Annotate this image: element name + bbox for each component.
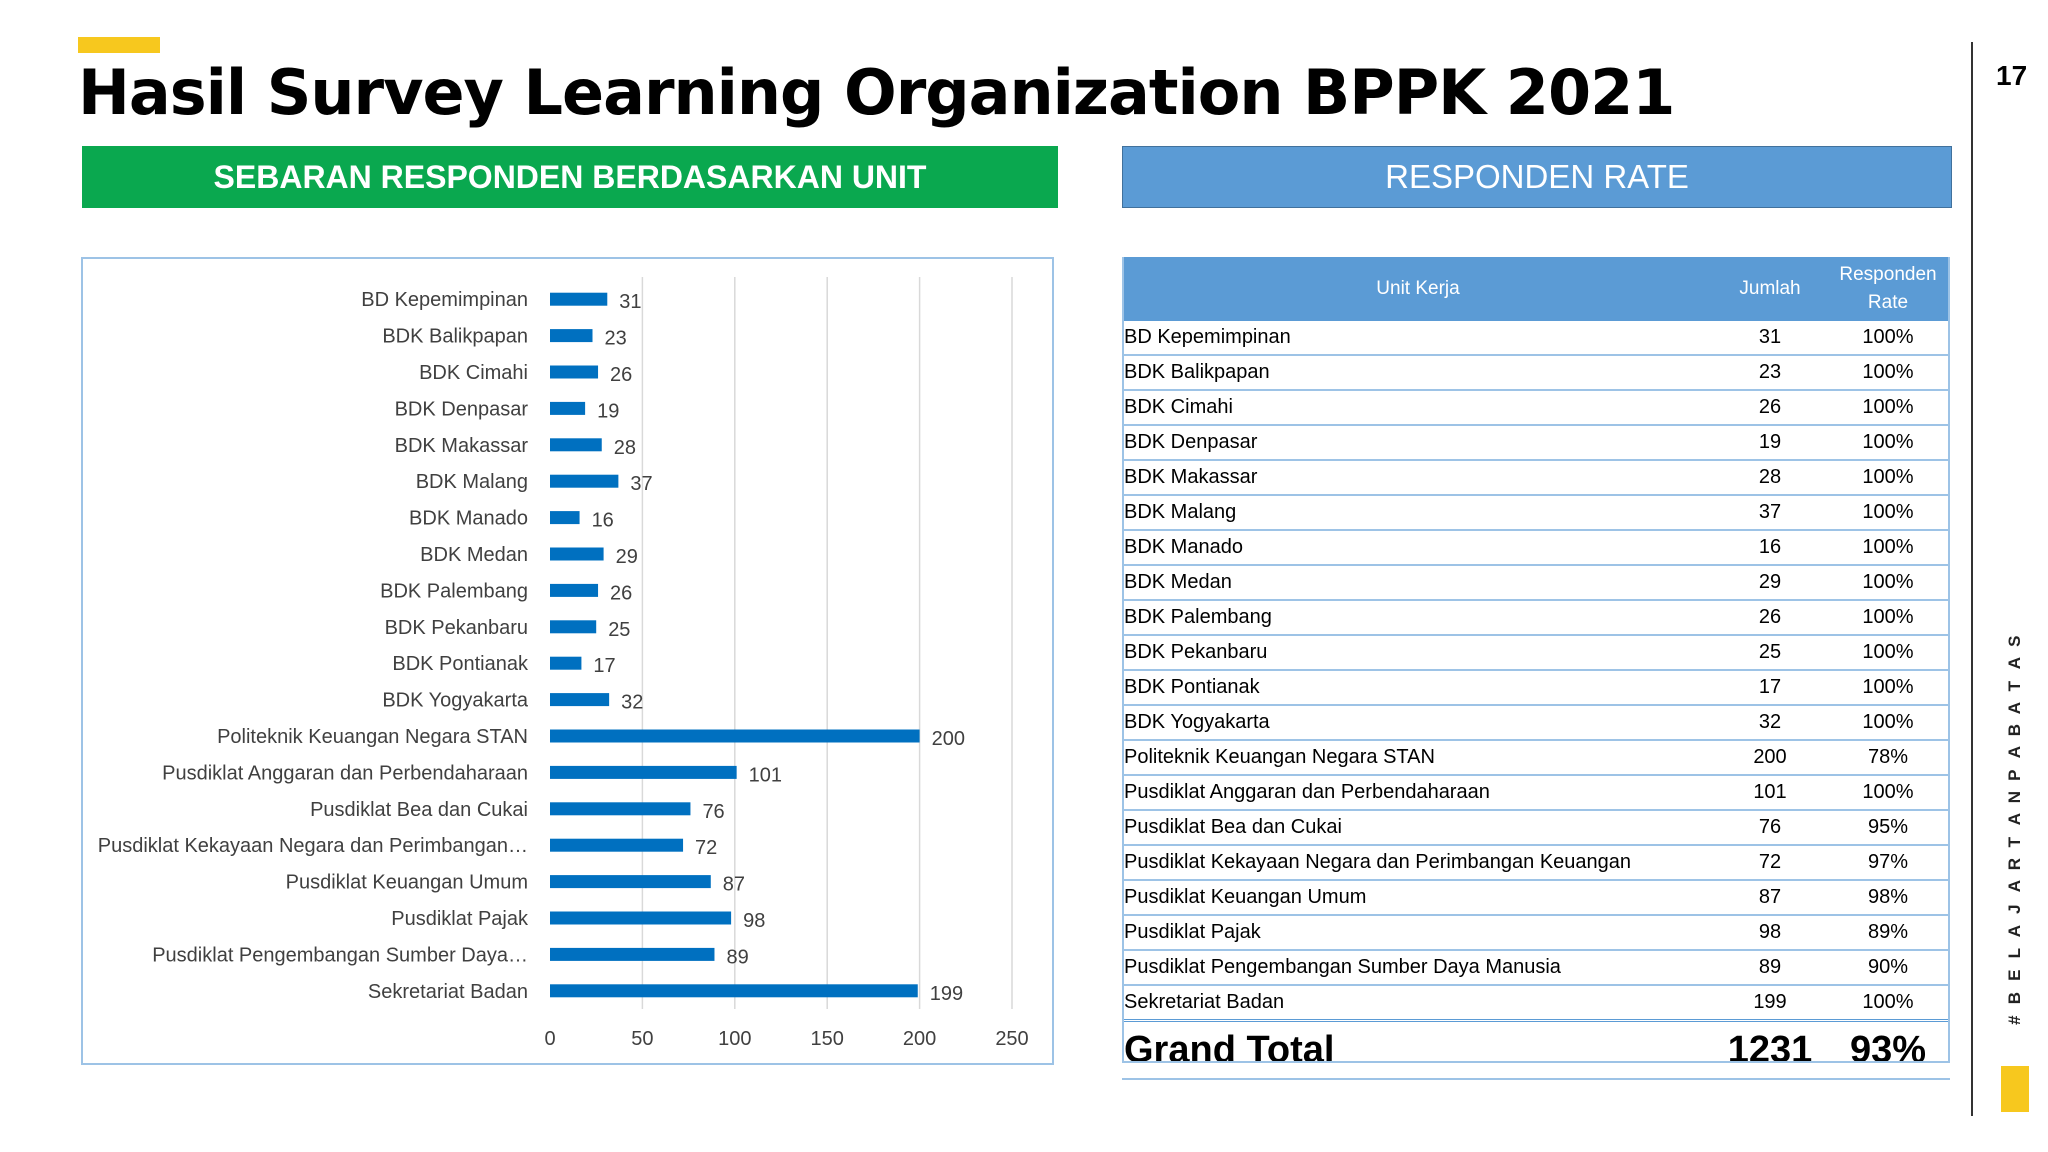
bar	[550, 948, 714, 961]
x-tick-label: 200	[902, 1028, 937, 1050]
x-tick-label: 250	[995, 1028, 1029, 1050]
cell-jumlah: 25	[1714, 635, 1826, 670]
cell-jumlah: 29	[1714, 565, 1826, 600]
data-label: 32	[621, 691, 644, 714]
data-label: 26	[610, 364, 633, 386]
data-label: 72	[695, 837, 718, 860]
cell-rate: 98%	[1826, 880, 1950, 915]
vertical-divider	[1971, 42, 1973, 1116]
x-tick-label: 50	[631, 1028, 654, 1050]
cell-jumlah: 98	[1714, 915, 1826, 950]
bar	[550, 875, 711, 888]
cell-jumlah: 72	[1714, 845, 1826, 880]
cell-jumlah: 23	[1714, 355, 1826, 390]
cell-rate: 100%	[1826, 425, 1950, 460]
cell-jumlah: 26	[1714, 600, 1826, 635]
table-row	[1122, 321, 1950, 355]
table-row	[1122, 740, 1950, 775]
category-label: Pusdiklat Pengembangan Sumber Daya…	[152, 944, 528, 967]
table-row	[1122, 705, 1950, 740]
category-label: BDK Medan	[420, 544, 528, 566]
cell-rate: 100%	[1826, 670, 1950, 705]
cell-jumlah: 199	[1714, 985, 1826, 1021]
cell-rate: 100%	[1826, 775, 1950, 810]
cell-unit: Pusdiklat Kekayaan Negara dan Perimbangan Keuangan	[1122, 845, 1714, 880]
table-row	[1122, 355, 1950, 390]
table-row	[1122, 530, 1950, 565]
cell-jumlah: 89	[1714, 950, 1826, 985]
cell-unit: BDK Denpasar	[1122, 425, 1714, 460]
bar-chart	[83, 259, 1052, 1063]
category-label: BDK Denpasar	[394, 398, 528, 421]
accent-bar	[78, 37, 160, 53]
cell-jumlah: 200	[1714, 740, 1826, 775]
grand-total-row	[1122, 1021, 1950, 1080]
category-label: Pusdiklat Keuangan Umum	[285, 871, 528, 894]
data-label: 98	[743, 910, 766, 932]
data-label: 101	[748, 764, 783, 787]
bar	[550, 730, 920, 743]
bar	[550, 511, 580, 524]
data-label: 25	[608, 618, 631, 641]
cell-jumlah: 16	[1714, 530, 1826, 565]
category-label: Pusdiklat Anggaran dan Perbendaharaan	[162, 762, 528, 785]
category-label: BDK Malang	[415, 471, 528, 494]
bar	[550, 329, 593, 342]
cell-unit: BDK Pontianak	[1122, 670, 1714, 705]
bar	[550, 438, 602, 451]
cell-rate: 100%	[1826, 985, 1950, 1021]
data-label: 89	[726, 946, 749, 969]
data-label: 29	[615, 546, 638, 568]
grand-total-rate: 93%	[1826, 1021, 1950, 1080]
bar	[550, 475, 618, 488]
bar	[550, 912, 731, 925]
cell-unit: BDK Malang	[1122, 495, 1714, 530]
table-row	[1122, 670, 1950, 705]
cell-rate: 100%	[1826, 530, 1950, 565]
table-row	[1122, 635, 1950, 670]
responden-rate-table-wrap	[1122, 257, 1950, 1080]
cell-unit: BDK Palembang	[1122, 600, 1714, 635]
table-header-row	[1122, 257, 1950, 321]
cell-jumlah: 26	[1714, 390, 1826, 425]
cell-rate: 100%	[1826, 635, 1950, 670]
data-label: 31	[619, 291, 642, 314]
category-label: Pusdiklat Pajak	[391, 908, 528, 930]
data-label: 200	[931, 728, 965, 750]
bar	[550, 584, 598, 597]
cell-rate: 100%	[1826, 565, 1950, 600]
cell-jumlah: 87	[1714, 880, 1826, 915]
data-label: 199	[929, 982, 964, 1005]
tagline: S A T A B A P N A T R A J A L E B #	[2004, 635, 2024, 1025]
col-header-rate: Responden Rate	[1826, 257, 1950, 321]
data-label: 26	[610, 582, 633, 605]
bar	[550, 657, 581, 670]
category-label: Politeknik Keuangan Negara STAN	[217, 726, 528, 748]
data-label: 17	[593, 655, 616, 678]
cell-jumlah: 32	[1714, 705, 1826, 740]
cell-jumlah: 101	[1714, 775, 1826, 810]
cell-unit: BDK Makassar	[1122, 460, 1714, 495]
cell-rate: 100%	[1826, 705, 1950, 740]
grand-total-label: Grand Total	[1122, 1021, 1714, 1080]
cell-unit: Politeknik Keuangan Negara STAN	[1122, 740, 1714, 775]
table-row	[1122, 600, 1950, 635]
cell-rate: 100%	[1826, 495, 1950, 530]
data-label: 76	[702, 800, 725, 823]
cell-unit: Sekretariat Badan	[1122, 985, 1714, 1021]
bar	[550, 984, 918, 997]
responden-rate-table	[1122, 257, 1950, 1080]
table-row	[1122, 390, 1950, 425]
table-row	[1122, 845, 1950, 880]
category-label: BDK Manado	[409, 507, 528, 530]
page-number: 17	[1996, 60, 2028, 91]
page-title: Hasil Survey Learning Organization BPPK 2021	[78, 56, 1675, 129]
cell-unit: BDK Balikpapan	[1122, 355, 1714, 390]
cell-unit: BDK Pekanbaru	[1122, 635, 1714, 670]
category-label: BDK Yogyakarta	[382, 689, 528, 712]
table-row	[1122, 565, 1950, 600]
cell-rate: 100%	[1826, 600, 1950, 635]
left-panel-header: SEBARAN RESPONDEN BERDASARKAN UNIT	[82, 146, 1058, 208]
cell-rate: 90%	[1826, 950, 1950, 985]
cell-jumlah: 17	[1714, 670, 1826, 705]
data-label: 23	[604, 327, 627, 350]
bar	[550, 693, 609, 706]
cell-rate: 89%	[1826, 915, 1950, 950]
col-header-unit: Unit Kerja	[1122, 257, 1714, 321]
table-row	[1122, 950, 1950, 985]
table-body	[1122, 321, 1950, 1079]
table-row	[1122, 495, 1950, 530]
bar	[550, 620, 596, 633]
cell-rate: 78%	[1826, 740, 1950, 775]
x-tick-label: 150	[810, 1028, 844, 1050]
cell-unit: Pusdiklat Bea dan Cukai	[1122, 810, 1714, 845]
cell-jumlah: 37	[1714, 495, 1826, 530]
bar	[550, 839, 683, 852]
category-label: BDK Balikpapan	[382, 325, 528, 348]
category-label: BDK Makassar	[394, 434, 528, 457]
cell-unit: BDK Medan	[1122, 565, 1714, 600]
cell-unit: BDK Manado	[1122, 530, 1714, 565]
cell-unit: BD Kepemimpinan	[1122, 321, 1714, 355]
category-label: BDK Palembang	[380, 580, 528, 603]
bar-chart-panel	[81, 257, 1054, 1065]
table-row	[1122, 460, 1950, 495]
category-label: BD Kepemimpinan	[361, 289, 528, 312]
cell-unit: BDK Cimahi	[1122, 390, 1714, 425]
cell-rate: 100%	[1826, 390, 1950, 425]
x-tick-label: 0	[544, 1028, 556, 1050]
category-label: BDK Cimahi	[419, 362, 528, 384]
table-row	[1122, 985, 1950, 1021]
cell-jumlah: 31	[1714, 321, 1826, 355]
bar	[550, 766, 737, 779]
cell-rate: 100%	[1826, 460, 1950, 495]
right-panel-header: RESPONDEN RATE	[1122, 146, 1952, 208]
cell-unit: BDK Yogyakarta	[1122, 705, 1714, 740]
data-label: 87	[722, 873, 746, 896]
table-row	[1122, 810, 1950, 845]
bar	[550, 548, 604, 561]
cell-rate: 100%	[1826, 321, 1950, 355]
cell-jumlah: 19	[1714, 425, 1826, 460]
data-label: 37	[630, 473, 653, 496]
cell-unit: Pusdiklat Pengembangan Sumber Daya Manusia	[1122, 950, 1714, 985]
table-row	[1122, 915, 1950, 950]
x-tick-label: 100	[718, 1028, 752, 1050]
category-label: Pusdiklat Bea dan Cukai	[310, 798, 528, 821]
bar	[550, 366, 598, 379]
category-label: BDK Pontianak	[392, 653, 528, 676]
cell-rate: 100%	[1826, 355, 1950, 390]
col-header-jumlah: Jumlah	[1714, 257, 1826, 321]
cell-jumlah: 28	[1714, 460, 1826, 495]
data-label: 28	[613, 436, 636, 459]
grand-total-jumlah: 1231	[1714, 1021, 1826, 1080]
table-row	[1122, 880, 1950, 915]
data-label: 19	[597, 400, 620, 423]
category-label: Sekretariat Badan	[367, 980, 528, 1003]
table-row	[1122, 775, 1950, 810]
table-row	[1122, 425, 1950, 460]
category-label: Pusdiklat Kekayaan Negara dan Perimbangan…	[97, 835, 528, 858]
cell-rate: 97%	[1826, 845, 1950, 880]
category-label: BDK Pekanbaru	[384, 616, 528, 639]
accent-block	[2001, 1066, 2029, 1112]
cell-unit: Pusdiklat Pajak	[1122, 915, 1714, 950]
cell-jumlah: 76	[1714, 810, 1826, 845]
cell-unit: Pusdiklat Keuangan Umum	[1122, 880, 1714, 915]
bar	[550, 402, 585, 415]
data-label: 16	[591, 509, 614, 532]
cell-unit: Pusdiklat Anggaran dan Perbendaharaan	[1122, 775, 1714, 810]
bar	[550, 293, 607, 306]
bar	[550, 802, 690, 815]
cell-rate: 95%	[1826, 810, 1950, 845]
